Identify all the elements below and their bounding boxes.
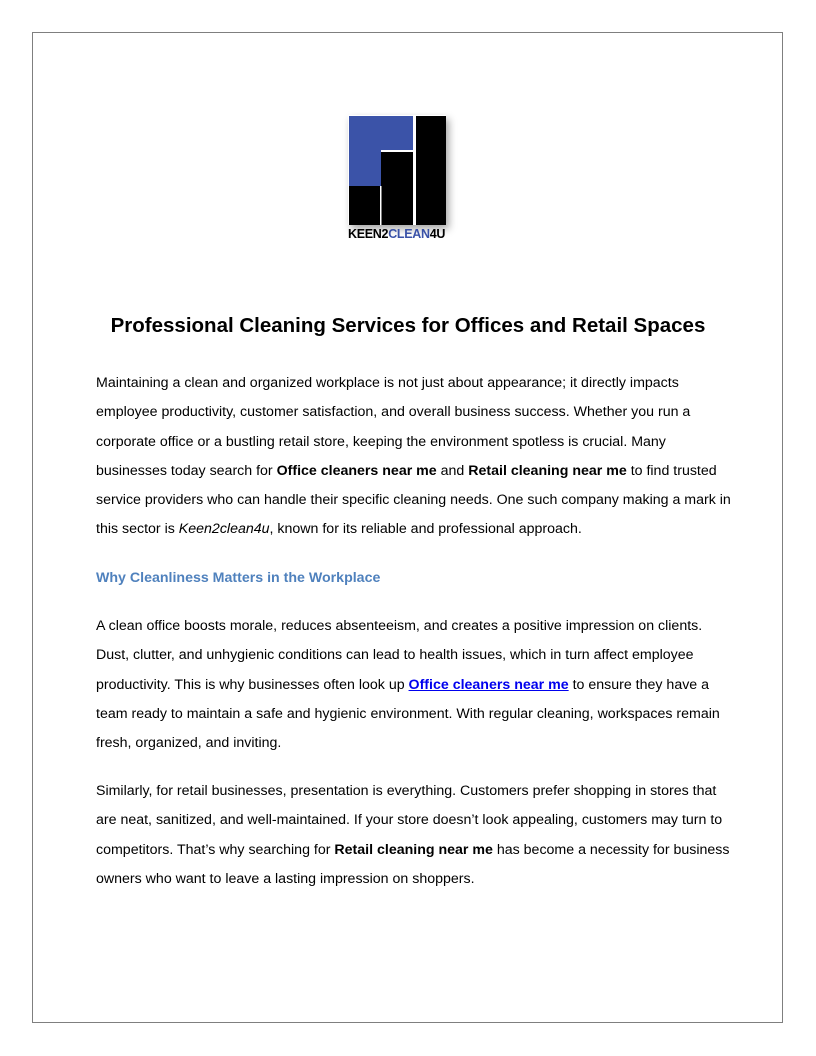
para1-text-2: and xyxy=(436,462,469,479)
intro-paragraph xyxy=(96,369,736,545)
para1-text-3: to find trusted service providers who can handle their specific cleaning needs. One such company making a mark in this sector is xyxy=(96,462,731,538)
logo-text-4u: 4U xyxy=(429,227,446,241)
cleanliness-paragraph xyxy=(96,612,736,758)
para1-text-1: Maintaining a clean and organized workplace is not just about appearance; it directly impacts employee productivity, customer satisfaction, and overall business success. Whether you run a corporate office or a bustling retail store, keeping the environment spotless is crucial. Many businesses today search for xyxy=(96,375,691,479)
page-title: Professional Cleaning Services for Offices and Retail Spaces xyxy=(110,314,706,337)
logo-text-keen2: KEEN2 xyxy=(348,227,389,241)
para2-text-2: to ensure they have a team ready to maintain a safe and hygienic environment. With regular cleaning, workspaces remain fresh, organized, and inviting. xyxy=(96,676,720,752)
office-cleaners-link[interactable]: Office cleaners near me xyxy=(408,676,569,693)
svg-text:KEEN2CLEAN4U xyxy=(348,227,445,241)
para3-bold-retail-cleaning: Retail cleaning near me xyxy=(334,841,493,858)
para1-italic-company: Keen2clean4u xyxy=(178,521,270,538)
para3-text-1: Similarly, for retail businesses, presentation is everything. Customers prefer shopping in stores that are neat, sanitized, and well-maintained. If your store doesn’t look appealing, customers may turn to competitors. That’s why searching for xyxy=(96,783,723,858)
para1-bold-retail-cleaning: Retail cleaning near me xyxy=(468,462,627,479)
retail-paragraph xyxy=(96,777,736,894)
para2-text-1: A clean office boosts morale, reduces absenteeism, and creates a positive impression on clients. Dust, clutter, and unhygienic conditions can lead to health issues, which in turn affect employee productivity. This is why businesses often look up xyxy=(96,618,703,693)
logo-text-clean: CLEAN xyxy=(388,227,430,241)
section-heading: Why Cleanliness Matters in the Workplace xyxy=(96,570,381,586)
keen2clean4u-logo xyxy=(340,110,458,260)
para3-text-2: has become a necessity for business owners who want to leave a lasting impression on shoppers. xyxy=(96,841,730,887)
para1-bold-office-cleaners: Office cleaners near me xyxy=(276,462,437,479)
para1-text-4: , known for its reliable and professional approach. xyxy=(269,521,582,538)
